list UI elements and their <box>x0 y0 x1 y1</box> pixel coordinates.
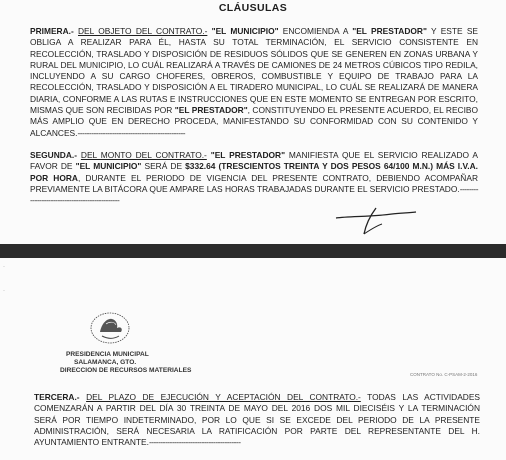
clause-text: , CONSTITUYENDO EL PRESENTE ACUERDO, EL RECIBO MÁS AMPLIO QUE EN DERECHO PROCEDA, MANIFESTANDO SU CONFORMIDAD CON SU CONTENIDO Y ALCANCES. <box>30 105 479 138</box>
institution-city: SALAMANCA, GTO. <box>74 359 137 366</box>
clause-text: MANIFIESTA QUE EL SERVICIO REALIZADO A FAVOR DE <box>30 150 479 172</box>
contract-reference: CONTRATO No. C-PSAM-2-2016 <box>410 372 478 377</box>
clause-title: DEL MONTO DEL CONTRATO.- <box>80 150 207 160</box>
clause-primera <box>30 26 478 139</box>
clause-text: , DURANTE EL PERIODO DE VIGENCIA DEL PRESENTE CONTRATO, DEBIENDO ACOMPAÑAR PREVIAMENTE LA BITÁCORA QUE AMPARE LAS HORAS TRABAJADAS DURANTE EL SERVICIO PRESTADO. <box>30 172 478 194</box>
institution-department: DIRECCION DE RECURSOS MATERIALES <box>60 367 192 374</box>
contract-page-bottom <box>0 258 506 460</box>
clause-label: PRIMERA.- <box>30 26 74 36</box>
clause-title: DEL OBJETO DEL CONTRATO.- <box>78 26 208 36</box>
clause-tercera <box>34 392 480 448</box>
clause-text: TODAS LAS ACTIVIDADES COMENZARÁN A PARTIR DEL DÍA 30 TREINTA DE MAYO DEL 2016 DOS MIL DIECISÉIS Y LA TERMINACIÓN SERÁ POR TIEMPO INDETERMINADO, POR LO QUE SI SE EXCEDE DEL PERIODO DE LA PRESENTE ADMINISTRACIÓN, SERÁ NECESARIA LA RATIFICACIÓN POR PARTE DEL REPRESENTANTE DEL H. AYUNTAMIENTO ENTRANTE. <box>34 392 481 448</box>
margin-mark: · <box>3 264 5 270</box>
margin-mark: · <box>3 288 5 294</box>
section-heading: CLÁUSULAS <box>218 2 288 14</box>
fill-dashes: ----------------------------------------------- <box>77 127 186 138</box>
clause-title: DEL PLAZO DE EJECUCIÓN Y ACEPTACIÓN DEL CONTRATO.- <box>86 392 361 402</box>
fill-dashes: ---------------------------------------- <box>148 437 241 448</box>
mexico-coat-of-arms-icon <box>88 310 132 346</box>
clause-label: TERCERA.- <box>34 392 80 402</box>
party-prestador: "EL PRESTADOR" <box>174 105 248 116</box>
clause-text: Y ESTE SE OBLIGA A REALIZAR PARA ÉL, HASTA SU TOTAL TERMINACIÓN, EL SERVICIO CONSISTENTE EN RECOLECCIÓN, TRASLADO Y DISPOSICIÓN DE RESIDUOS SÓLIDOS QUE SE GENEREN EN ZONAS URBANA Y RURAL DEL MUNICIPIO, LO CUÁL REALIZARÁ A TRAVÉS DE CAMIONES DE 24 METROS CÚBICOS TIPO REDILA, INCLUYENDO A SU CARGO CHOFERES, OBREROS, COMBUSTIBLE Y EQUIPO DE TRABAJO PARA LA RECOLECCIÓN, TRASLADO Y DISPOSICIÓN A EL TIRADERO MUNICIPAL, LO CUÁL SE REALIZARÁ DE MANERA DIARIA, CONFORME A LAS RUTAS E INSTRUCCIONES QUE EN ESTE MOMENTO SE ENTREGAN POR ESCRITO, MISMAS QUE SON RECIBIDAS POR <box>30 26 479 116</box>
party-municipio: "EL MUNICIPIO" <box>75 161 142 172</box>
party-municipio: "EL MUNICIPIO" <box>211 26 279 36</box>
party-prestador: "EL PRESTADOR" <box>210 150 286 160</box>
page-separator <box>0 244 506 258</box>
clause-segunda <box>30 150 478 206</box>
clause-label: SEGUNDA.- <box>30 150 77 160</box>
institution-name: PRESIDENCIA MUNICIPAL <box>66 351 149 358</box>
signature <box>330 204 420 236</box>
contract-amount: $332.64 (TRESCIENTOS TREINTA Y DOS PESOS 64/100 M.N.) MÁS I.V.A. POR HORA <box>30 161 478 183</box>
clause-text: SERÁ DE <box>141 161 186 172</box>
clause-text: ENCOMIENDA A <box>278 26 353 36</box>
party-prestador: "EL PRESTADOR" <box>352 26 427 36</box>
fill-dashes: ----------------------------------------------- <box>30 183 478 206</box>
